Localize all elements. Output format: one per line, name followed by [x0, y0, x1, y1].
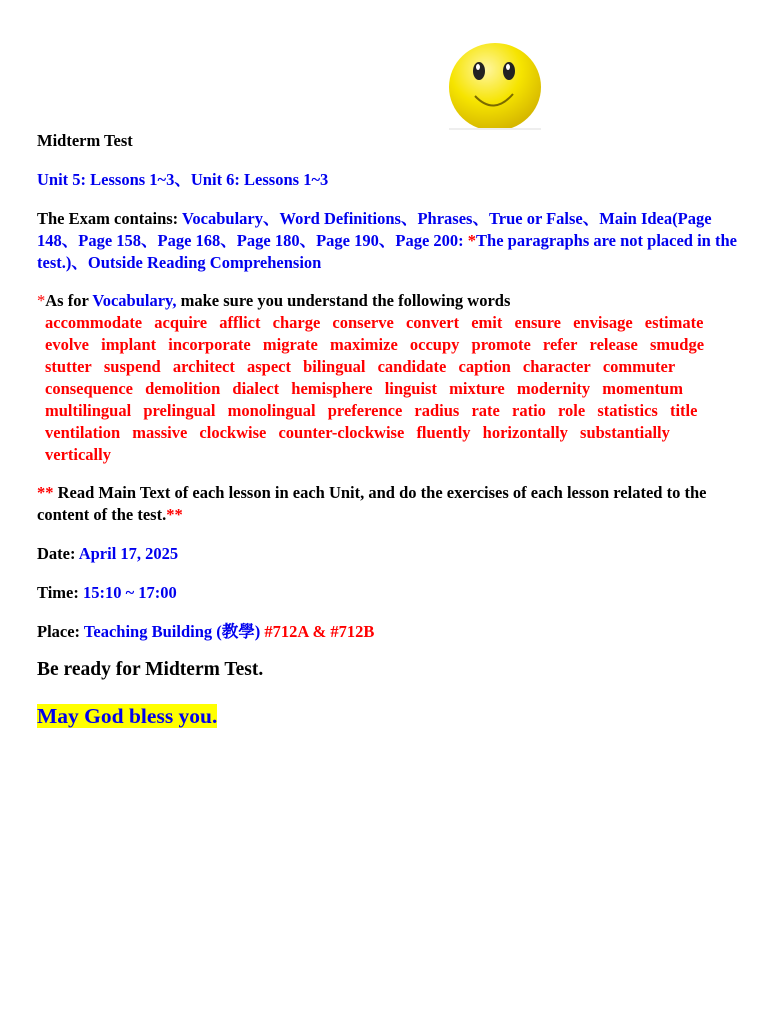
exam-parts: Vocabulary、Word Definitions、Phrases、True or False、Main Idea(Page 148、Page 158、Page 168、Page 180、Page 190、Page 200:	[37, 209, 712, 250]
vocab-term: rate	[471, 401, 500, 420]
ready-line: Be ready for Midterm Test.	[37, 659, 264, 680]
units-line: Unit 5: Lessons 1~3、Unit 6: Lessons 1~3	[37, 170, 329, 189]
vocab-term: aspect	[246, 357, 291, 376]
exam-label: The Exam contains:	[37, 209, 183, 228]
place-label: Place:	[37, 622, 84, 641]
vocab-term: demolition	[145, 379, 221, 398]
vocab-term: radius	[414, 401, 460, 420]
vocab-term: preference	[327, 401, 403, 420]
vocab-term: linguist	[384, 379, 437, 398]
vocab-term: dialect	[232, 379, 280, 398]
vocab-term: modernity	[516, 379, 591, 398]
place-building: Teaching Building (教學)	[83, 622, 261, 641]
vocab-term: candidate	[377, 357, 447, 376]
vocab-term: envisage	[573, 313, 633, 332]
vocab-term: convert	[405, 313, 460, 332]
vocab-term: acquire	[154, 313, 208, 332]
vocab-term: ventilation	[45, 423, 121, 442]
date-line	[37, 543, 737, 565]
time-label: Time:	[37, 583, 83, 602]
vocab-term: afflict	[219, 313, 261, 332]
vocab-term: bilingual	[303, 357, 366, 376]
place-rooms: #712A & #712B	[260, 622, 375, 641]
exam-contents	[37, 208, 737, 274]
bless-line	[37, 703, 737, 729]
vocab-term: refer	[542, 335, 578, 354]
date-label: Date:	[37, 544, 79, 563]
vocab-term: emit	[471, 313, 503, 332]
vocab-intro	[37, 290, 737, 312]
vocab-term: suspend	[103, 357, 161, 376]
vocab-term: character	[522, 357, 591, 376]
read-stars-close: **	[166, 505, 183, 524]
bless-text: May God bless you.	[37, 704, 218, 728]
vocab-term: horizontally	[482, 423, 568, 442]
vocab-word: Vocabulary,	[92, 291, 177, 310]
document-content	[37, 130, 737, 729]
vocab-term: massive	[132, 423, 188, 442]
vocab-term: release	[589, 335, 638, 354]
vocab-term: maximize	[329, 335, 398, 354]
smiley-face-icon	[447, 42, 543, 132]
vocab-term: role	[558, 401, 586, 420]
vocab-term: prelingual	[143, 401, 216, 420]
vocab-as-for: As for	[45, 291, 93, 310]
read-note	[37, 482, 737, 526]
vocab-term: momentum	[602, 379, 683, 398]
vocab-term: charge	[272, 313, 321, 332]
place-line	[37, 621, 737, 643]
vocab-term: estimate	[644, 313, 704, 332]
page-title: Midterm Test	[37, 131, 133, 150]
vocab-term: fluently	[416, 423, 471, 442]
exam-note: The paragraphs are not placed in the test.)	[37, 231, 737, 272]
vocab-term: title	[669, 401, 698, 420]
vocab-rest: make sure you understand the following words	[176, 291, 511, 310]
vocab-term: evolve	[45, 335, 89, 354]
vocab-term: incorporate	[168, 335, 251, 354]
read-stars-open: **	[37, 483, 54, 502]
vocab-term: consequence	[45, 379, 133, 398]
vocab-term: stutter	[45, 357, 92, 376]
vocab-term: conserve	[332, 313, 394, 332]
vocab-term: substantially	[580, 423, 670, 442]
vocab-term: commuter	[602, 357, 676, 376]
time-value: 15:10 ~ 17:00	[82, 583, 177, 602]
vocab-term: mixture	[449, 379, 505, 398]
vocab-term: promote	[471, 335, 531, 354]
vocab-star: *	[37, 291, 46, 310]
vocab-term: statistics	[597, 401, 658, 420]
read-text: Read Main Text of each lesson in each Unit, and do the exercises of each lesson related to the content of the test.	[37, 483, 707, 524]
vocab-term: hemisphere	[291, 379, 373, 398]
vocab-term: clockwise	[199, 423, 267, 442]
time-line	[37, 582, 737, 604]
vocab-term: smudge	[649, 335, 705, 354]
vocab-term: counter-clockwise	[278, 423, 405, 442]
vocab-term: monolingual	[227, 401, 316, 420]
date-value: April 17, 2025	[78, 544, 179, 563]
exam-tail: 、Outside Reading Comprehension	[71, 253, 322, 272]
vocab-term: ratio	[512, 401, 546, 420]
vocab-term: vertically	[45, 445, 111, 464]
vocab-term: implant	[101, 335, 157, 354]
vocab-term: migrate	[262, 335, 318, 354]
vocabulary-list	[37, 312, 737, 466]
vocab-term: ensure	[514, 313, 561, 332]
vocab-term: caption	[458, 357, 511, 376]
exam-star: *	[467, 231, 477, 250]
vocab-term: occupy	[409, 335, 460, 354]
vocab-term: accommodate	[45, 313, 143, 332]
vocab-term: multilingual	[45, 401, 132, 420]
vocab-term: architect	[172, 357, 235, 376]
